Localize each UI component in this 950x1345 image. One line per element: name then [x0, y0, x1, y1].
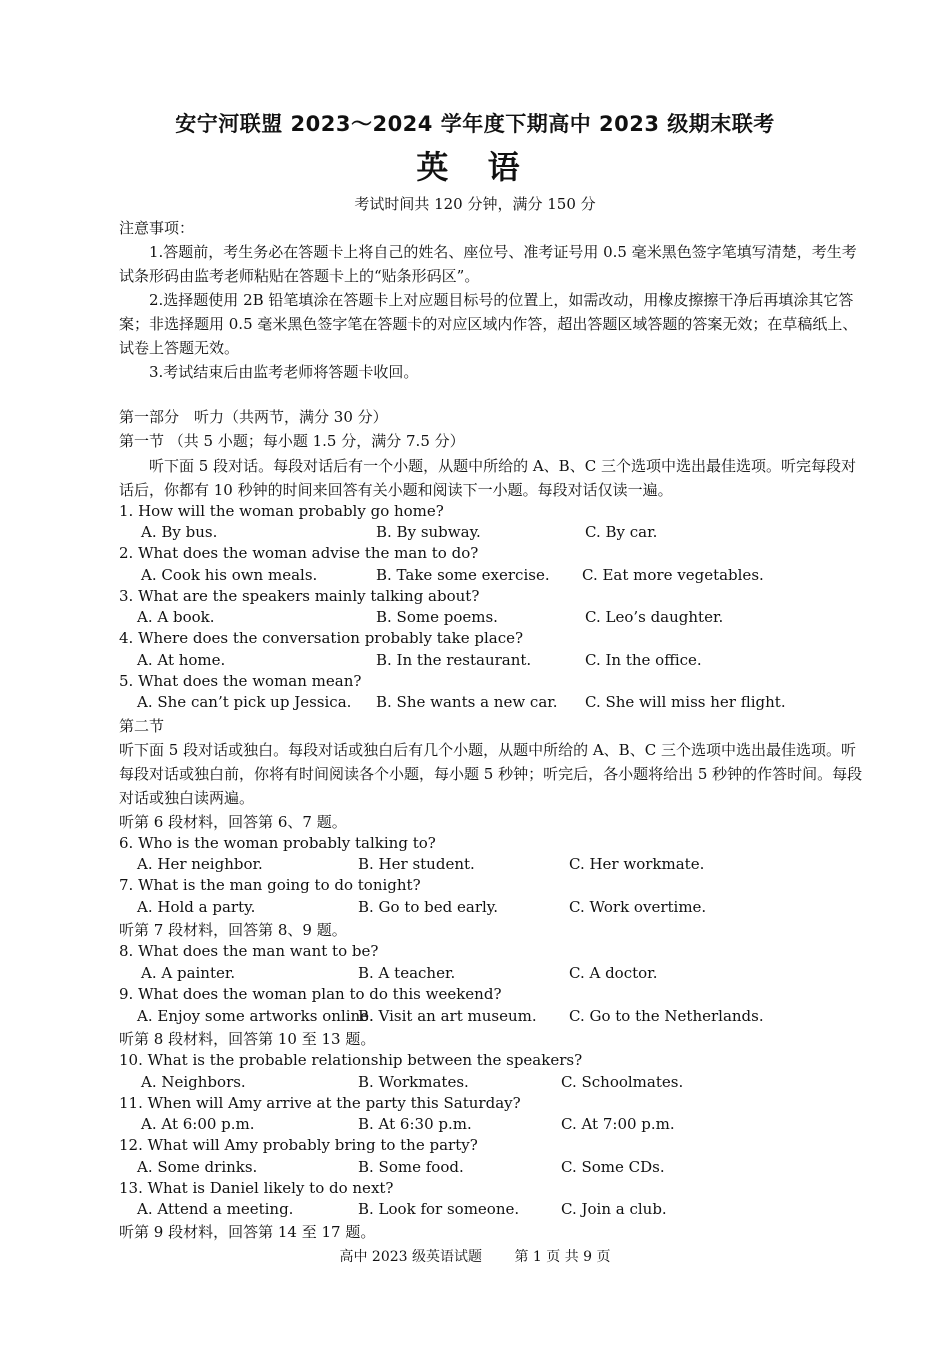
question-6: 6. Who is the woman probably talking to? [119, 834, 436, 852]
part1-heading: 第一部分 听力（共两节，满分 30 分） [119, 408, 388, 426]
q1-option-a: A. By bus. [141, 523, 218, 541]
material-9-heading: 听第 9 段材料，回答第 14 至 17 题。 [119, 1223, 376, 1241]
q11-option-a: A. At 6:00 p.m. [141, 1115, 255, 1133]
q2-option-a: A. Cook his own meals. [141, 566, 318, 584]
material-7-heading: 听第 7 段材料，回答第 8、9 题。 [119, 921, 347, 939]
question-9: 9. What does the woman plan to do this weekend? [119, 985, 502, 1003]
section1-instructions: 听下面 5 段对话。每段对话后有一个小题，从题中所给的 A、B、C 三个选项中选出最佳选项。听完每段对话后，你都有 10 秒钟的时间来回答有关小题和阅读下一小题。每段对话仅读一遍。 [119, 457, 856, 499]
q12-option-b: B. Some food. [358, 1158, 464, 1176]
q7-option-a: A. Hold a party. [137, 898, 256, 916]
question-3: 3. What are the speakers mainly talking about? [119, 587, 480, 605]
question-2: 2. What does the woman advise the man to do? [119, 544, 479, 562]
q4-option-a: A. At home. [137, 651, 226, 669]
q9-option-b: B. Visit an art museum. [358, 1007, 537, 1025]
material-8-heading: 听第 8 段材料，回答第 10 至 13 题。 [119, 1030, 376, 1048]
q11-option-c: C. At 7:00 p.m. [561, 1115, 675, 1133]
q7-option-b: B. Go to bed early. [358, 898, 499, 916]
q6-option-b: B. Her student. [358, 855, 475, 873]
q13-option-a: A. Attend a meeting. [137, 1200, 294, 1218]
footer-paper-name: 高中 2023 级英语试题 [339, 1249, 482, 1265]
q4-option-c: C. In the office. [585, 651, 702, 669]
q5-option-b: B. She wants a new car. [376, 693, 558, 711]
q11-option-b: B. At 6:30 p.m. [358, 1115, 472, 1133]
exam-title: 安宁河联盟 2023～2024 学年度下期高中 2023 级期末联考 [175, 112, 775, 136]
section2-instructions: 听下面 5 段对话或独白。每段对话或独白后有几个小题，从题中所给的 A、B、C 三个选项中选出最佳选项。听每段对话或独白前，你将有时间阅读各个小题，每小题 5 秒钟；听完后，各小题将给出 5 秒钟的作答时间。每段对话或独白读两遍。 [119, 741, 863, 807]
section2-heading: 第二节 [119, 717, 165, 735]
section1-heading: 第一节 （共 5 小题；每小题 1.5 分，满分 7.5 分） [119, 432, 465, 450]
question-8: 8. What does the man want to be? [119, 942, 379, 960]
question-13: 13. What is Daniel likely to do next? [119, 1179, 394, 1197]
q1-option-c: C. By car. [585, 523, 658, 541]
q10-option-c: C. Schoolmates. [561, 1073, 684, 1091]
exam-info: 考试时间共 120 分钟，满分 150 分 [354, 195, 596, 213]
q12-option-c: C. Some CDs. [561, 1158, 665, 1176]
page-footer [0, 1246, 950, 1266]
q8-option-b: B. A teacher. [358, 964, 456, 982]
q8-option-a: A. A painter. [141, 964, 236, 982]
material-6-heading: 听第 6 段材料，回答第 6、7 题。 [119, 813, 347, 831]
q3-option-a: A. A book. [137, 608, 215, 626]
footer-page-number: 第 1 页 共 9 页 [514, 1249, 611, 1265]
q9-option-a: A. Enjoy some artworks online. [137, 1007, 374, 1025]
question-11: 11. When will Amy arrive at the party this Saturday? [119, 1094, 521, 1112]
q13-option-b: B. Look for someone. [358, 1200, 520, 1218]
subject-title: 英 语 [416, 148, 534, 186]
q10-option-b: B. Workmates. [358, 1073, 469, 1091]
note-item-3: 3.考试结束后由监考老师将答题卡收回。 [149, 363, 419, 381]
q8-option-c: C. A doctor. [569, 964, 658, 982]
q6-option-a: A. Her neighbor. [137, 855, 263, 873]
q3-option-c: C. Leo’s daughter. [585, 608, 724, 626]
q4-option-b: B. In the restaurant. [376, 651, 532, 669]
question-1: 1. How will the woman probably go home? [119, 502, 444, 520]
question-5: 5. What does the woman mean? [119, 672, 362, 690]
q1-option-b: B. By subway. [376, 523, 481, 541]
question-10: 10. What is the probable relationship between the speakers? [119, 1051, 583, 1069]
note-item-2: 2.选择题使用 2B 铅笔填涂在答题卡上对应题目标号的位置上，如需改动，用橡皮擦擦干净后再填涂其它答案；非选择题用 0.5 毫米黑色签字笔在答题卡的对应区域内作答，超出答题区域答题的答案无效；在草稿纸上、试卷上答题无效。 [119, 291, 858, 357]
q10-option-a: A. Neighbors. [141, 1073, 246, 1091]
q12-option-a: A. Some drinks. [137, 1158, 258, 1176]
q7-option-c: C. Work overtime. [569, 898, 707, 916]
note-item-1: 1.答题前，考生务必在答题卡上将自己的姓名、座位号、准考证号用 0.5 毫米黑色签字笔填写清楚，考生考试条形码由监考老师粘贴在答题卡上的“贴条形码区”。 [119, 243, 857, 285]
q2-option-c: C. Eat more vegetables. [582, 566, 764, 584]
q2-option-b: B. Take some exercise. [376, 566, 550, 584]
q5-option-a: A. She can’t pick up Jessica. [137, 693, 352, 711]
notes-heading: 注意事项： [119, 219, 195, 237]
q6-option-c: C. Her workmate. [569, 855, 705, 873]
question-7: 7. What is the man going to do tonight? [119, 876, 421, 894]
question-4: 4. Where does the conversation probably take place? [119, 629, 524, 647]
question-12: 12. What will Amy probably bring to the party? [119, 1136, 478, 1154]
q9-option-c: C. Go to the Netherlands. [569, 1007, 764, 1025]
q13-option-c: C. Join a club. [561, 1200, 667, 1218]
q3-option-b: B. Some poems. [376, 608, 498, 626]
q5-option-c: C. She will miss her flight. [585, 693, 786, 711]
